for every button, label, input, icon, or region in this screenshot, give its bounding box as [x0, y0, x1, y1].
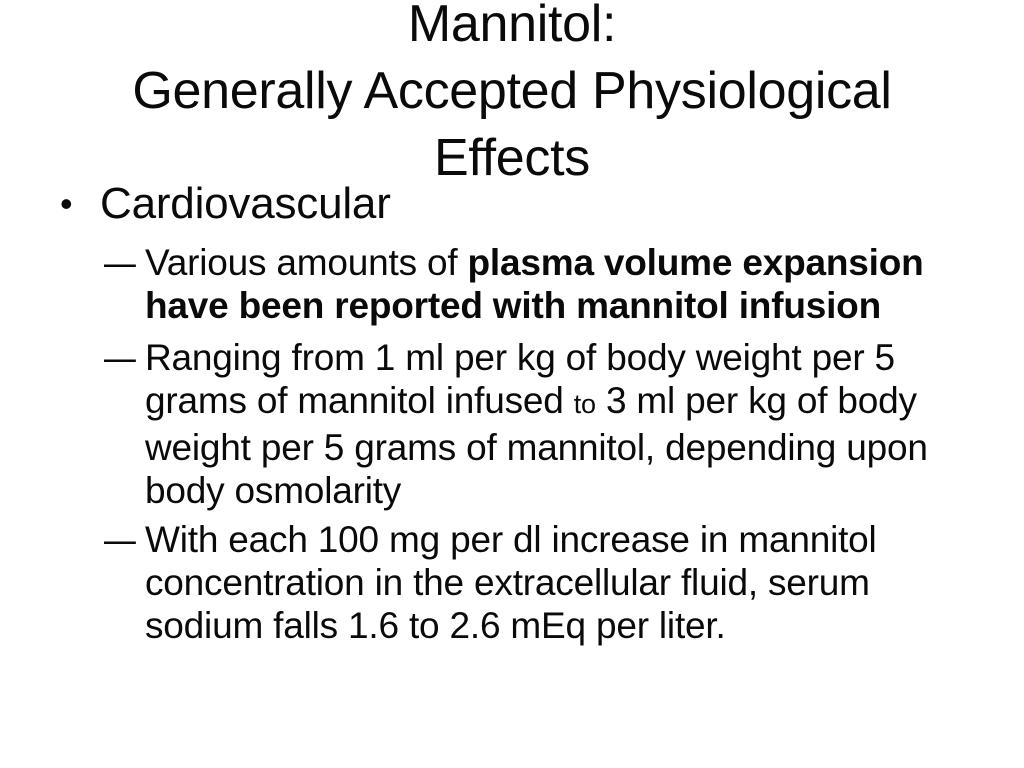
text-segment: Various amounts of — [145, 242, 468, 283]
dash-icon: – — [104, 519, 136, 560]
sub-bullet-plasma-volume — [104, 241, 924, 327]
text-segment: concentration in the extracellular fluid, serum — [145, 562, 870, 603]
text-segment: 3 ml per kg of body — [595, 380, 917, 421]
text-line — [145, 518, 877, 561]
text-segment: Cardiovascular — [100, 179, 391, 228]
text-line — [145, 604, 877, 647]
text-line — [100, 180, 391, 228]
text-segment-small: to — [573, 389, 596, 419]
text-line — [145, 561, 877, 604]
text-line — [145, 241, 924, 284]
text-segment: sodium falls 1.6 to 2.6 mEq per liter. — [145, 605, 726, 646]
text-segment: With each 100 mg per dl increase in mannitol — [145, 519, 877, 560]
text-segment-bold: plasma volume expansion — [467, 242, 924, 283]
text-segment: Ranging from 1 ml per kg of body weight per 5 — [145, 337, 895, 378]
bullet-text — [145, 518, 877, 647]
slide-title — [0, 0, 1024, 192]
sub-bullet-serum-sodium — [104, 518, 877, 647]
bullet-text — [145, 241, 924, 327]
dash-icon: – — [104, 337, 136, 378]
text-segment: weight per 5 grams of mannitol, depending upon — [145, 427, 928, 468]
text-line — [145, 379, 928, 426]
title-line-1: Mannitol: — [407, 0, 617, 53]
bullet-text — [100, 180, 391, 228]
dash-icon: – — [104, 242, 136, 283]
text-line — [145, 284, 924, 327]
text-segment: grams of mannitol infused — [145, 380, 574, 421]
bullet-item-cardiovascular — [60, 180, 391, 228]
title-line-2: Generally Accepted Physiological — [132, 62, 892, 120]
title-line-3: Effects — [434, 129, 590, 187]
bullet-dot-icon: • — [60, 183, 73, 224]
text-segment: body osmolarity — [145, 470, 402, 511]
bullet-text — [145, 336, 928, 512]
text-line — [145, 426, 928, 469]
sub-bullet-ranging-dose — [104, 336, 928, 512]
text-segment-bold: have been reported with mannitol infusion — [145, 285, 881, 326]
text-line — [145, 336, 928, 379]
text-line — [145, 469, 928, 512]
